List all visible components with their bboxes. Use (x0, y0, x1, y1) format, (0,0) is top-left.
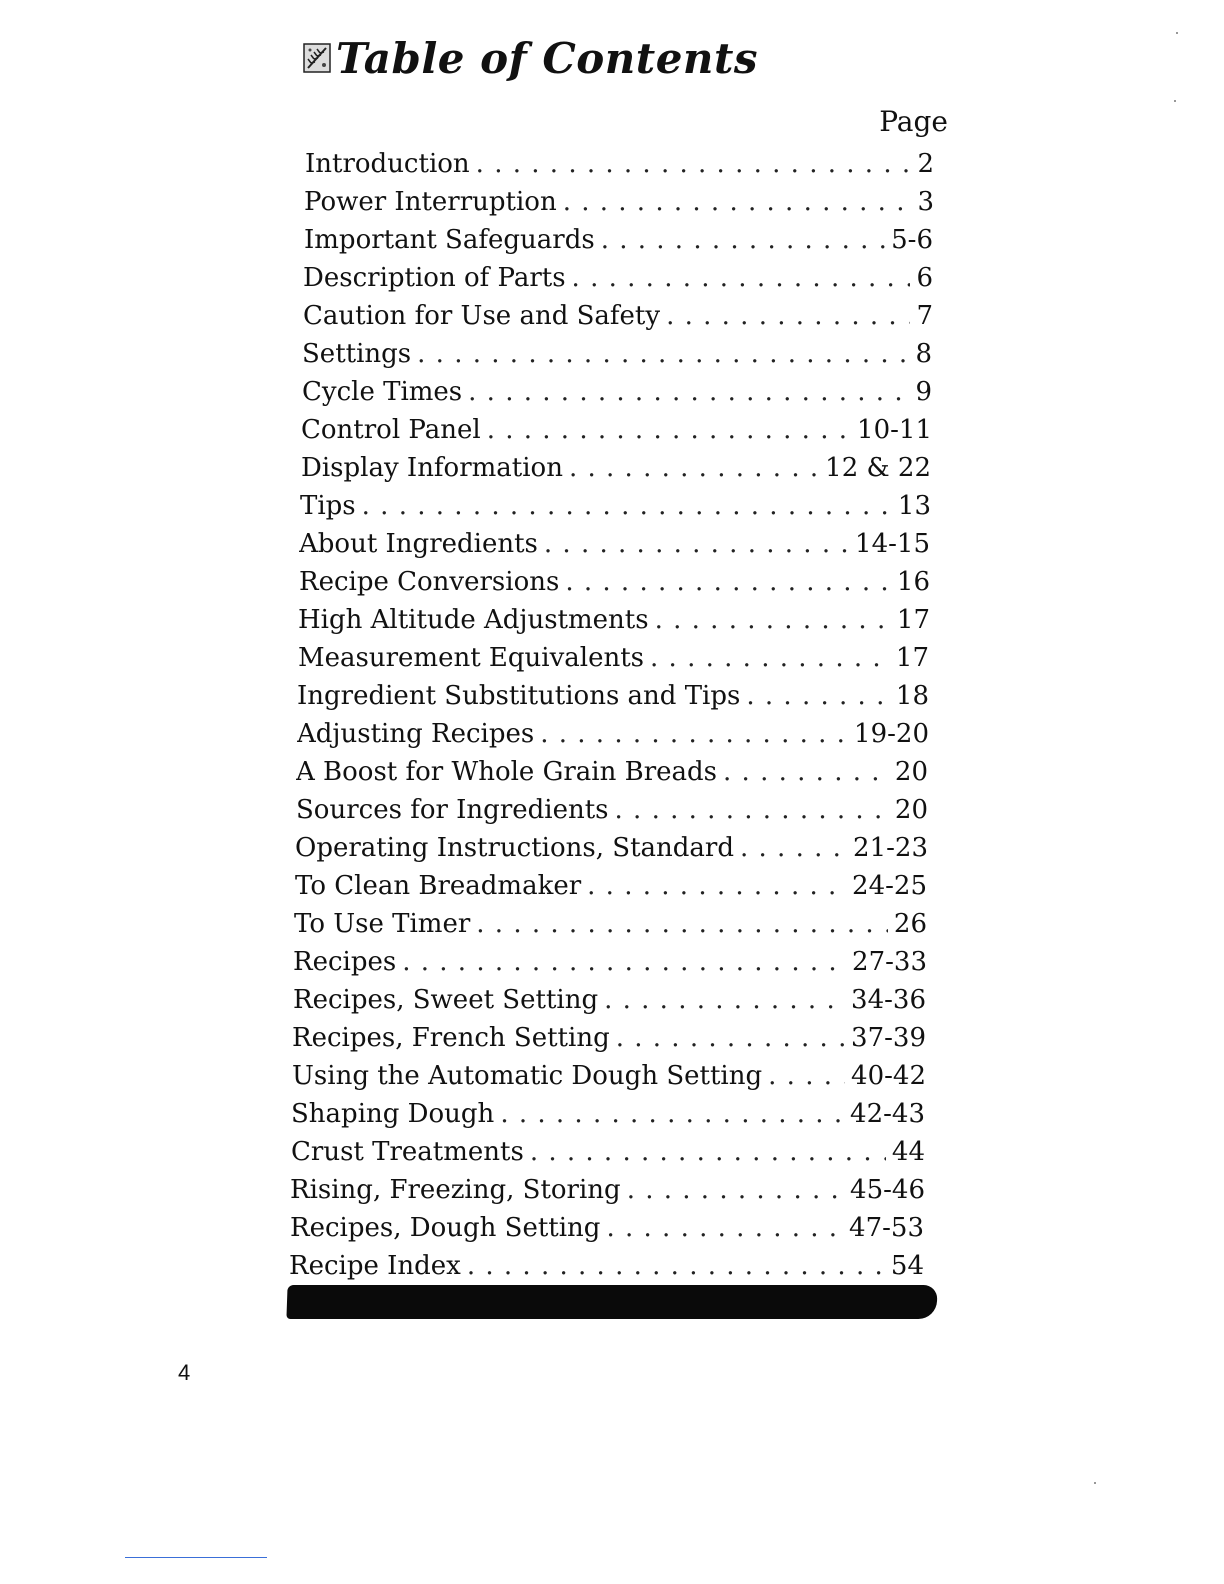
toc-entry-page: 5-6 (891, 225, 933, 255)
toc-entry-label: Settings (302, 339, 412, 369)
toc-leader-dots (746, 677, 890, 715)
toc-leader-dots (467, 1247, 885, 1285)
toc-leader-dots (723, 753, 889, 791)
toc-entry-page: 9 (915, 377, 932, 407)
scan-speck (1176, 32, 1178, 34)
toc-leader-dots (487, 411, 851, 449)
toc-entry-label: Recipes, Sweet Setting (293, 985, 599, 1015)
toc-entry (301, 411, 932, 449)
toc-leader-dots (544, 525, 849, 563)
toc-entry-label: Recipes (293, 947, 397, 977)
toc-entry-label: Measurement Equivalents (298, 643, 645, 673)
toc-leader-dots (615, 791, 889, 829)
toc-entry-page: 10-11 (857, 415, 932, 445)
toc-leader-dots (572, 259, 911, 297)
toc-entry (305, 145, 934, 183)
toc-entry (290, 1209, 924, 1247)
toc-entry (296, 791, 928, 829)
toc-entry (294, 905, 927, 943)
toc-entry-label: Recipes, Dough Setting (290, 1213, 601, 1243)
toc-leader-dots (565, 563, 891, 601)
toc-entry-page: 21-23 (853, 833, 928, 863)
toc-entry-label: To Use Timer (294, 909, 471, 939)
toc-entry-page: 16 (896, 567, 930, 597)
toc-entry-label: Important Safeguards (304, 225, 595, 255)
toc-entry-label: Operating Instructions, Standard (295, 833, 734, 863)
toc-leader-dots (563, 183, 912, 221)
toc-entry-page: 12 & 22 (825, 453, 931, 483)
toc-entry (296, 753, 928, 791)
toc-entry-label: To Clean Breadmaker (295, 871, 582, 901)
page-number: 4 (178, 1360, 191, 1385)
toc-entry-label: Recipe Index (289, 1251, 461, 1281)
toc-leader-dots (655, 601, 891, 639)
toc-entry-label: Rising, Freezing, Storing (290, 1175, 621, 1205)
toc-entry (297, 715, 929, 753)
toc-entry (297, 677, 929, 715)
toc-leader-dots (500, 1095, 844, 1133)
toc-entry (299, 563, 930, 601)
toc-leader-dots (627, 1171, 844, 1209)
toc-entry-page: 26 (893, 909, 927, 939)
toc-entry-page: 13 (897, 491, 931, 521)
toc-entry-page: 27-33 (852, 947, 927, 977)
toc-leader-dots (417, 335, 909, 373)
toc-entry-label: High Altitude Adjustments (298, 605, 649, 635)
toc-leader-dots (604, 981, 845, 1019)
toc-entry-page: 20 (894, 795, 928, 825)
toc-entry-page: 24-25 (852, 871, 927, 901)
toc-entry (303, 259, 933, 297)
toc-entry (303, 297, 933, 335)
toc-entry-label: Tips (300, 491, 356, 521)
toc-entry (295, 829, 928, 867)
title-text: Table of Contents (336, 33, 758, 83)
toc-entry (304, 183, 934, 221)
toc-entry (302, 373, 932, 411)
toc-entry (299, 525, 930, 563)
toc-leader-dots (362, 487, 892, 525)
toc-entry-page: 17 (896, 605, 930, 635)
toc-leader-dots (650, 639, 890, 677)
toc-entry-label: Cycle Times (302, 377, 463, 407)
toc-entry (292, 1019, 926, 1057)
toc-entry-page: 14-15 (855, 529, 930, 559)
toc-entry-page: 6 (916, 263, 933, 293)
toc-entry-page: 17 (895, 643, 929, 673)
toc-entry-label: Caution for Use and Safety (303, 301, 661, 331)
page-column-label: Page (879, 105, 948, 138)
toc-entry-label: Crust Treatments (291, 1137, 524, 1167)
toc-entry (295, 867, 927, 905)
toc-entry-page: 7 (916, 301, 933, 331)
toc-entry-label: A Boost for Whole Grain Breads (296, 757, 718, 787)
toc-leader-dots (569, 449, 819, 487)
toc-entry-page: 2 (917, 149, 934, 179)
toc-leader-dots (476, 905, 888, 943)
toc-leader-dots (468, 373, 909, 411)
toc-entry (304, 221, 933, 259)
toc-entry-page: 44 (891, 1137, 925, 1167)
toc-leader-dots (587, 867, 846, 905)
toc-entry-label: Control Panel (301, 415, 481, 445)
toc-leader-dots (476, 145, 912, 183)
toc-entry-page: 40-42 (851, 1061, 926, 1091)
toc-leader-dots (530, 1133, 886, 1171)
toc-entry-page: 42-43 (850, 1099, 925, 1129)
toc-entry (298, 639, 929, 677)
toc-entry (292, 1057, 926, 1095)
toc-entry-label: Display Information (301, 453, 563, 483)
toc-entry (298, 601, 930, 639)
scan-speck (1174, 100, 1176, 102)
toc-entry-label: Sources for Ingredients (296, 795, 609, 825)
toc-entry-label: Recipes, French Setting (292, 1023, 610, 1053)
toc-entry-page: 47-53 (849, 1213, 924, 1243)
toc-entry (291, 1095, 925, 1133)
toc-entry (302, 335, 932, 373)
toc-entry-label: Ingredient Substitutions and Tips (297, 681, 741, 711)
toc-entry-page: 3 (917, 187, 934, 217)
toc-entry (293, 981, 926, 1019)
toc-leader-dots (606, 1209, 843, 1247)
toc-entry-label: Using the Automatic Dough Setting (292, 1061, 763, 1091)
toc-entry (289, 1247, 924, 1285)
toc-entry-label: About Ingredients (299, 529, 538, 559)
toc-entry (293, 943, 927, 981)
toc-entry (300, 487, 931, 525)
toc-entry-page: 8 (915, 339, 932, 369)
toc-leader-dots (666, 297, 910, 335)
toc-leader-dots (616, 1019, 845, 1057)
toc-leader-dots (540, 715, 848, 753)
toc-entry-page: 18 (895, 681, 929, 711)
toc-entry-label: Adjusting Recipes (297, 719, 535, 749)
toc-entry-page: 54 (890, 1251, 924, 1281)
footer-divider (125, 1557, 267, 1558)
toc-leader-dots (740, 829, 847, 867)
toc-entry-page: 34-36 (851, 985, 926, 1015)
toc-entry-label: Introduction (305, 149, 470, 179)
toc-entry-label: Shaping Dough (291, 1099, 495, 1129)
toc-leader-dots (768, 1057, 845, 1095)
toc-entry-label: Recipe Conversions (299, 567, 560, 597)
toc-entry (290, 1171, 925, 1209)
decorative-bar (286, 1285, 937, 1319)
scan-speck (1094, 1482, 1096, 1484)
toc-entry-page: 37-39 (851, 1023, 926, 1053)
toc-entry-page: 19-20 (854, 719, 929, 749)
toc-leader-dots (402, 943, 846, 981)
toc-entry (291, 1133, 925, 1171)
toc-leader-dots (601, 221, 885, 259)
toc-entry-label: Power Interruption (304, 187, 557, 217)
toc-entry-page: 20 (894, 757, 928, 787)
toc-entry (301, 449, 931, 487)
toc-entry-label: Description of Parts (303, 263, 566, 293)
toc-entry-page: 45-46 (850, 1175, 925, 1205)
